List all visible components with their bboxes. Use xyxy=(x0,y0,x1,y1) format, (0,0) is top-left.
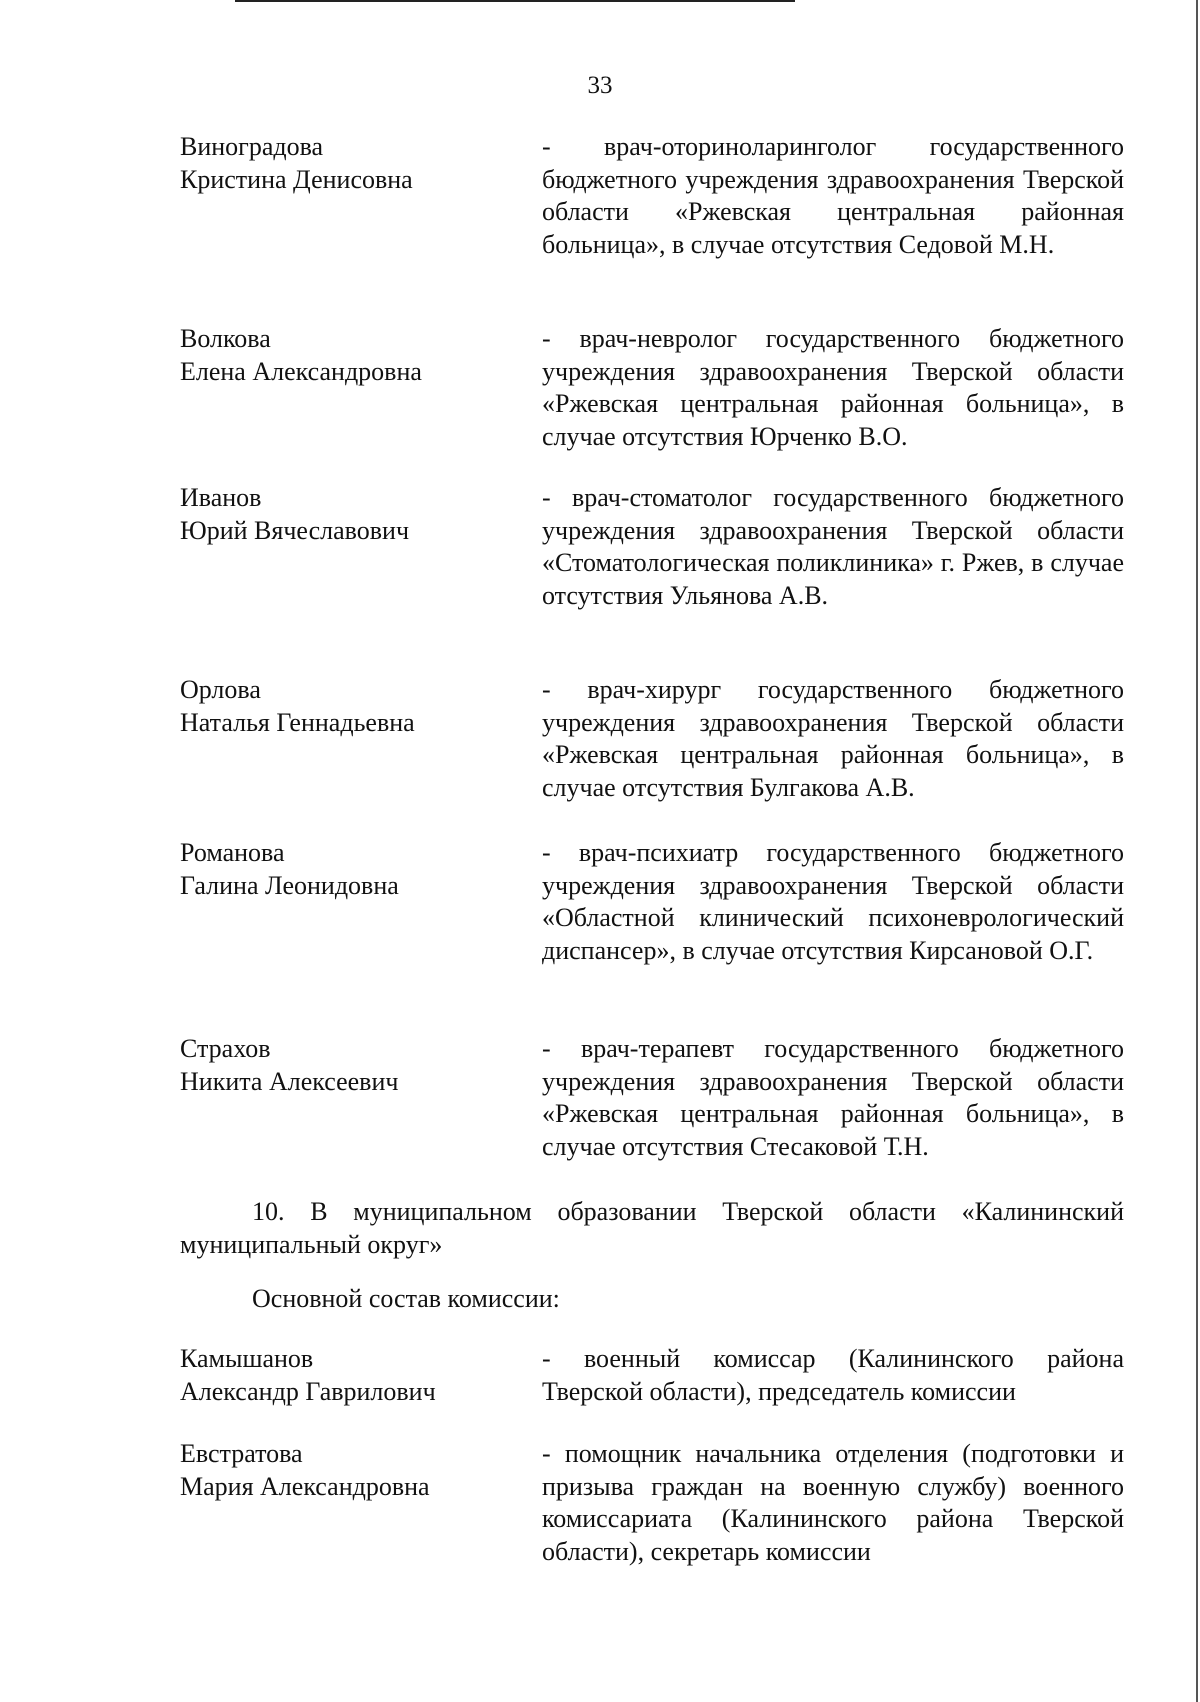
member-position: - врач-хирург государственного бюджетного учреждения здравоохранения Тверской области «Ржевская центральная районная больница», в случае отсутствия Булгакова А.В. xyxy=(542,675,1124,802)
member-given-names: Наталья Геннадьевна xyxy=(180,707,415,737)
member-surname: Камышанов xyxy=(180,1344,314,1373)
member-surname: Романова xyxy=(180,838,285,867)
member-surname: Орлова xyxy=(180,675,261,704)
member-surname: Страхов xyxy=(180,1034,271,1063)
member-name xyxy=(180,482,542,612)
member-name xyxy=(180,1343,542,1408)
member-entry xyxy=(180,674,1124,804)
page-number: 33 xyxy=(587,72,613,99)
member-position: - помощник начальника отделения (подготовки и призыва граждан на военную службу) военного комиссариата (Калининского района Тверской области), секретарь комиссии xyxy=(542,1439,1124,1566)
scan-edge-right xyxy=(1196,0,1198,1702)
member-surname: Евстратова xyxy=(180,1439,303,1468)
member-name xyxy=(180,674,542,804)
member-given-names: Кристина Денисовна xyxy=(180,164,413,194)
member-given-names: Никита Алексеевич xyxy=(180,1066,399,1096)
member-position: - врач-психиатр государственного бюджетного учреждения здравоохранения Тверской области «Областной клинический психоневрологический диспансер», в случае отсутствия Кирсановой О.Г. xyxy=(542,838,1124,965)
member-entry xyxy=(180,323,1124,453)
member-entry xyxy=(180,1033,1124,1163)
member-position: - военный комиссар (Калининского района Тверской области), председатель комиссии xyxy=(542,1344,1124,1406)
composition-heading: Основной состав комиссии: xyxy=(252,1284,560,1313)
section-paragraph: 10. В муниципальном образовании Тверской области «Калининский муниципальный округ» xyxy=(180,1197,1124,1259)
member-position: - врач-невролог государственного бюджетного учреждения здравоохранения Тверской области «Ржевская центральная районная больница», в случае отсутствия Юрченко В.О. xyxy=(542,324,1124,451)
member-given-names: Александр Гаврилович xyxy=(180,1376,436,1406)
member-position: - врач-оториноларинголог государственного бюджетного учреждения здравоохранения Тверской области «Ржевская центральная районная больница», в случае отсутствия Седовой М.Н. xyxy=(542,132,1124,259)
member-surname: Волкова xyxy=(180,324,271,353)
member-given-names: Мария Александровна xyxy=(180,1471,430,1501)
member-given-names: Галина Леонидовна xyxy=(180,870,399,900)
member-entry xyxy=(180,1343,1124,1408)
member-entry xyxy=(180,837,1124,967)
member-name xyxy=(180,837,542,967)
scan-edge-top xyxy=(235,0,795,2)
member-position: - врач-терапевт государственного бюджетного учреждения здравоохранения Тверской области «Ржевская центральная районная больница», в случае отсутствия Стесаковой Т.Н. xyxy=(542,1034,1124,1161)
member-given-names: Юрий Вячеславович xyxy=(180,515,410,545)
member-name xyxy=(180,131,542,261)
member-position: - врач-стоматолог государственного бюджетного учреждения здравоохранения Тверской области «Стоматологическая поликлиника» г. Ржев, в случае отсутствия Ульянова А.В. xyxy=(542,483,1124,610)
member-surname: Иванов xyxy=(180,483,262,512)
member-entry xyxy=(180,1438,1124,1568)
member-entry xyxy=(180,131,1124,261)
member-surname: Виноградова xyxy=(180,132,324,161)
member-entry xyxy=(180,482,1124,612)
member-name xyxy=(180,323,542,453)
member-name xyxy=(180,1033,542,1163)
member-name xyxy=(180,1438,542,1568)
member-given-names: Елена Александровна xyxy=(180,356,422,386)
